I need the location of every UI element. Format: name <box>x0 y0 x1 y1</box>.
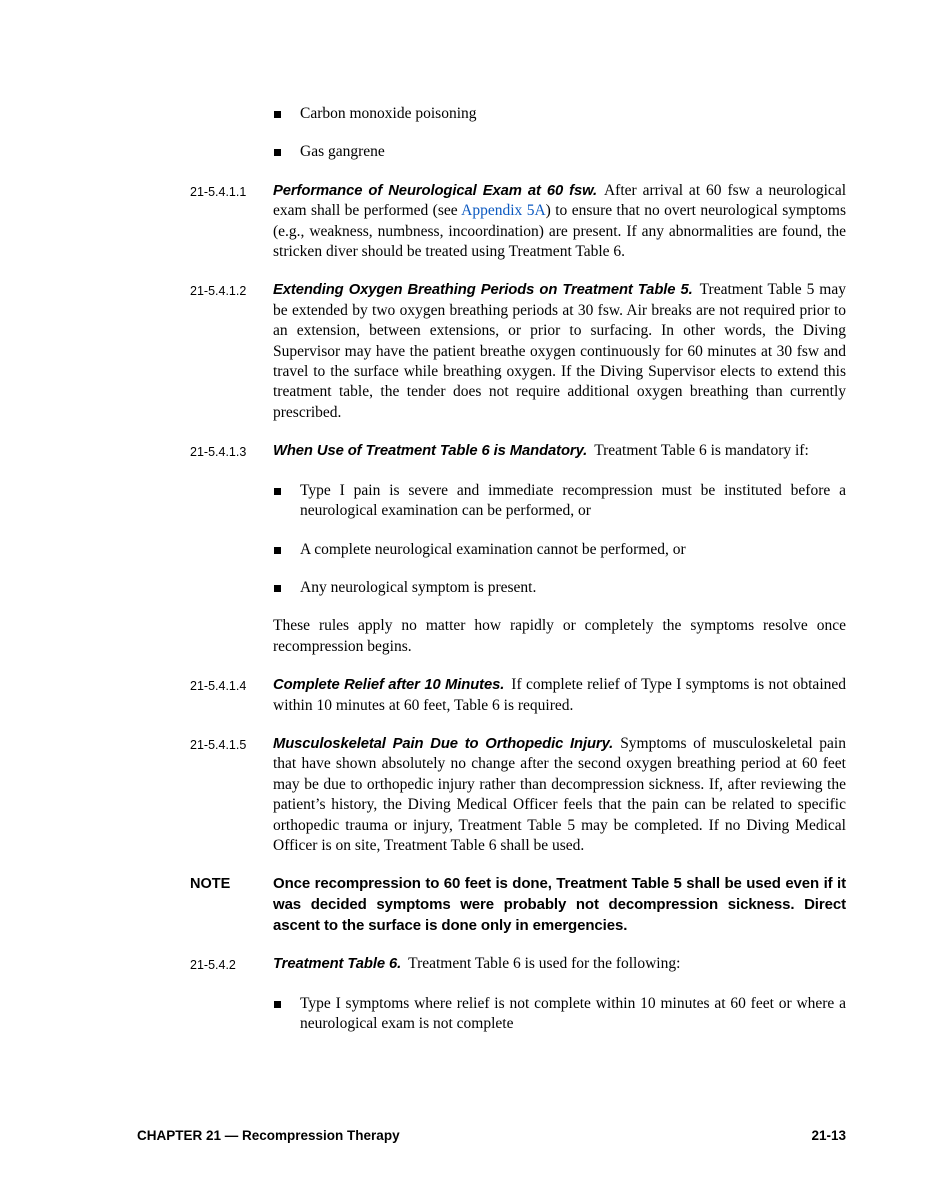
section-number: 21-5.4.1.3 <box>190 445 247 460</box>
bullet-text: Type I symptoms where relief is not complete within 10 minutes at 60 feet or where a neurological exam is not complete <box>300 994 846 1032</box>
note-label: NOTE <box>190 876 231 893</box>
block-body <box>273 280 846 423</box>
section-21-5.4.1.4 <box>190 675 846 716</box>
block-body <box>273 540 846 560</box>
note-text: Once recompression to 60 feet is done, Treatment Table 5 shall be used even if it was decided symptoms were probably not decompression sickness. Direct ascent to the surface is done only in emergencies. <box>273 875 846 934</box>
block-body <box>273 142 846 162</box>
body-text: Treatment Table 6 is mandatory if: <box>594 442 809 460</box>
section-heading: Performance of Neurological Exam at 60 fsw. <box>273 182 597 199</box>
body-text: ) to ensure that no overt neurological symptoms (e.g., weakness, numbness, incoordination) are present. If any abnormalities are found, the stricken diver should be treated using Treatment Table 6. <box>273 202 846 261</box>
continuation-paragraph <box>190 616 846 657</box>
bullet-text: Any neurological symptom is present. <box>300 578 537 596</box>
bullet-row <box>273 481 846 522</box>
bullet-text: Carbon monoxide poisoning <box>300 105 477 122</box>
footer-chapter-title: CHAPTER 21 — Recompression Therapy <box>137 1128 400 1143</box>
bullet-row <box>273 540 846 560</box>
number-column-spacer <box>190 142 273 162</box>
bullet-item <box>190 481 846 522</box>
block-body <box>273 441 846 462</box>
bullet-item <box>190 578 846 598</box>
section-paragraph <box>273 734 846 856</box>
bullet-square-icon <box>274 488 281 495</box>
bullet-row <box>273 578 846 598</box>
section-paragraph <box>273 181 846 263</box>
bullet-row <box>273 142 846 162</box>
bullet-square-icon <box>274 547 281 554</box>
number-column-spacer <box>190 481 273 522</box>
section-heading: Extending Oxygen Breathing Periods on Treatment Table 5. <box>273 282 693 299</box>
appendix-5a-link[interactable]: Appendix 5A <box>461 202 546 220</box>
section-21-5.4.1.2 <box>190 280 846 423</box>
block-body <box>273 994 846 1035</box>
block-body <box>273 734 846 856</box>
bullet-text: Gas gangrene <box>300 143 385 161</box>
section-heading: Treatment Table 6. <box>273 956 402 973</box>
bullet-item <box>190 104 846 124</box>
section-21-5.4.1.1 <box>190 181 846 263</box>
body-text: Treatment Table 5 may be extended by two oxygen breathing periods at 30 fsw. Air breaks are not required prior to an extension, between extensions, or prior to surfacing. In other words, the Diving Supervisor may have the patient breathe oxygen continuously for 60 minutes at 30 fsw and travel to the surface while breathing oxygen. If the Diving Supervisor elects to extend this treatment table, the tender does not require additional oxygen breathing than currently prescribed. <box>273 281 846 421</box>
bullet-square-icon <box>274 585 281 592</box>
bullet-square-icon <box>274 149 281 156</box>
section-paragraph <box>273 280 846 423</box>
block-body <box>273 874 846 936</box>
number-column-spacer <box>190 104 273 124</box>
bullet-square-icon <box>274 1001 281 1008</box>
section-heading: When Use of Treatment Table 6 is Mandatory. <box>273 443 588 460</box>
body-text: Symptoms of musculoskeletal pain that have shown absolutely no change after the second oxygen breathing period at 60 feet may be due to orthopedic injury rather than decompression sickness. If, after reviewing the patient’s history, the Diving Medical Officer feels that the pain can be related to specific orthopedic trauma or injury, Treatment Table 5 may be completed. If no Diving Medical Officer is on site, Treatment Table 6 shall be used. <box>273 734 846 854</box>
number-column-spacer <box>190 994 273 1035</box>
document-content <box>190 104 846 1052</box>
section-21-5.4.1.3 <box>190 441 846 462</box>
body-text: After arrival at 60 fsw a neurological exam shall be performed (see <box>273 181 847 220</box>
bullet-item <box>190 142 846 162</box>
body-text: Treatment Table 6 is used for the following: <box>408 955 681 973</box>
bullet-item <box>190 994 846 1035</box>
block-body <box>273 181 846 263</box>
note-block <box>190 874 846 936</box>
footer-page-number: 21-13 <box>811 1128 846 1143</box>
paragraph-text: These rules apply no matter how rapidly or completely the symptoms resolve once recompression begins. <box>273 617 846 655</box>
section-number: 21-5.4.1.1 <box>190 184 247 199</box>
block-body <box>273 578 846 598</box>
body-text: If complete relief of Type I symptoms is not obtained within 10 minutes at 60 feet, Table 6 is required. <box>273 676 846 714</box>
section-heading: Musculoskeletal Pain Due to Orthopedic Injury. <box>273 735 614 752</box>
block-body <box>273 616 846 657</box>
section-paragraph <box>273 675 846 716</box>
bullet-text: A complete neurological examination cannot be performed, or <box>300 540 686 558</box>
section-number: 21-5.4.1.5 <box>190 737 247 752</box>
section-number: 21-5.4.1.4 <box>190 679 247 694</box>
section-21-5.4.1.5 <box>190 734 846 856</box>
block-body <box>273 954 846 975</box>
bullet-square-icon <box>274 111 281 118</box>
section-21-5.4.2 <box>190 954 846 975</box>
number-column-spacer <box>190 540 273 560</box>
block-body <box>273 481 846 522</box>
block-body <box>273 675 846 716</box>
section-number: 21-5.4.2 <box>190 958 236 973</box>
bullet-item <box>190 540 846 560</box>
section-paragraph <box>273 441 846 461</box>
section-number: 21-5.4.1.2 <box>190 284 247 299</box>
block-body <box>273 104 846 124</box>
number-column-spacer <box>190 616 273 657</box>
bullet-text: Type I pain is severe and immediate recompression must be instituted before a neurological examination can be performed, or <box>300 481 846 520</box>
section-heading: Complete Relief after 10 Minutes. <box>273 677 505 694</box>
bullet-row <box>273 994 846 1035</box>
page-footer <box>137 1128 846 1143</box>
bullet-row <box>273 104 846 124</box>
section-paragraph <box>273 954 846 974</box>
number-column-spacer <box>190 578 273 598</box>
